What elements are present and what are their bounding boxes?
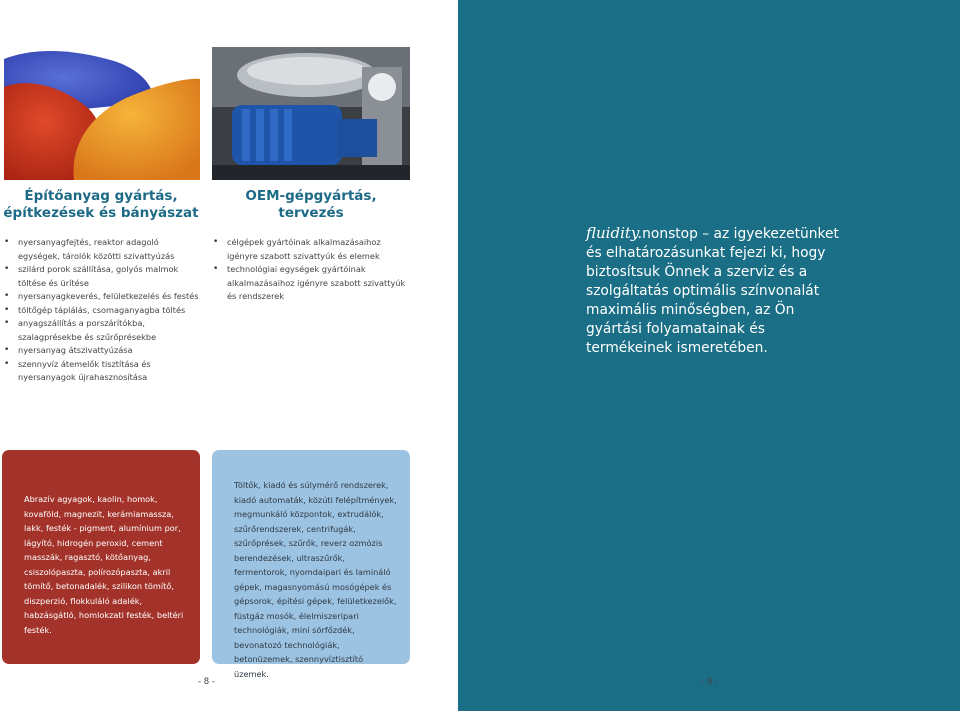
machines-text: Töltők, kiadó és súlymérő rendszerek, kiadó automaták, közúti felépítmények, megmunkáló központok, extrudálók, szűrőrendszerek, centrifugák, szűrőprések, szűrők, reverz ozmózis berendezések, ultraszűrők, fermentorok, nyomdaipari és lamináló gépek, magasnyomású mosógépek és gépsorok, építési gépek, felületkezelők, füstgáz mosók, élelmiszeripari technológiák, mini sörfőzdék, bevonatozó technológiák, betonüzemek, szennyvíztisztító üzemek. [234, 480, 397, 679]
brand-quote [586, 224, 846, 358]
list-item: • nyersanyagfejtés, reaktor adagoló egységek, tárolók közötti szivattyúzás [4, 236, 200, 263]
list-item: • technológiai egységek gyártóinak alkalmazásaihoz igényre szabott szivattyúk és rendszerek [213, 263, 413, 304]
page-number-right: - 9 - [701, 677, 718, 687]
pigment-powders-photo [4, 47, 200, 180]
right-page [458, 0, 960, 711]
list-item: • töltőgép táplálás, csomaganyagba töltés [4, 304, 200, 318]
list-item: • nyersanyag átszivattyúzása [4, 344, 200, 358]
machines-box [212, 450, 410, 679]
list-item: • célgépek gyártóinak alkalmazásaihoz igényre szabott szivattyúk és elemek [213, 236, 413, 263]
pigment-powders-image [4, 47, 200, 180]
list-item: • szilárd porok szállítása, golyós malmok töltése és ürítése [4, 263, 200, 290]
page-number-left: - 8 - [198, 677, 215, 687]
quote-text: nonstop – az igyekezetünket és elhatározásunkat fejezi ki, hogy biztosítsuk Önnek a szerviz és a szolgáltatás optimális színvonalát maximális minőségben, az Ön gyártási folyamatainak és termékeinek ismeretében. [586, 226, 839, 356]
materials-box [2, 450, 200, 664]
section-title-oem: OEM-gépgyártás, tervezés [245, 188, 377, 221]
list-item: • nyersanyagkeverés, felületkezelés és festés [4, 290, 200, 304]
list-item: • szennyvíz átemelők tisztítása és nyersanyagok újrahasznosítása [4, 358, 200, 385]
construction-bullet-list [4, 236, 200, 385]
list-item: • anyagszállítás a porszárítókba, szalagprésekbe és szűrőprésekbe [4, 317, 200, 344]
pump-image [212, 47, 410, 180]
pump-photo [212, 47, 410, 180]
left-page [0, 0, 458, 711]
section-title-construction: Építőanyag gyártás, építkezések és bányászat [3, 188, 199, 221]
oem-bullet-list [213, 236, 413, 304]
brand-name: fluidity. [586, 224, 643, 242]
materials-text: Abrazív agyagok, kaolin, homok, kovaföld, magnezit, kerámiamassza, lakk, festék - pigment, alumínium por, lágyító, hidrogén peroxid, cement masszák, ragasztó, kötőanyag, csiszolópaszta, polírozópaszta, akril tömítő, betonadalék, szilikon tömítő, diszperzió, flokkuláló adalék, habzásgátló, homlokzati festék, beltéri festék. [24, 494, 184, 635]
